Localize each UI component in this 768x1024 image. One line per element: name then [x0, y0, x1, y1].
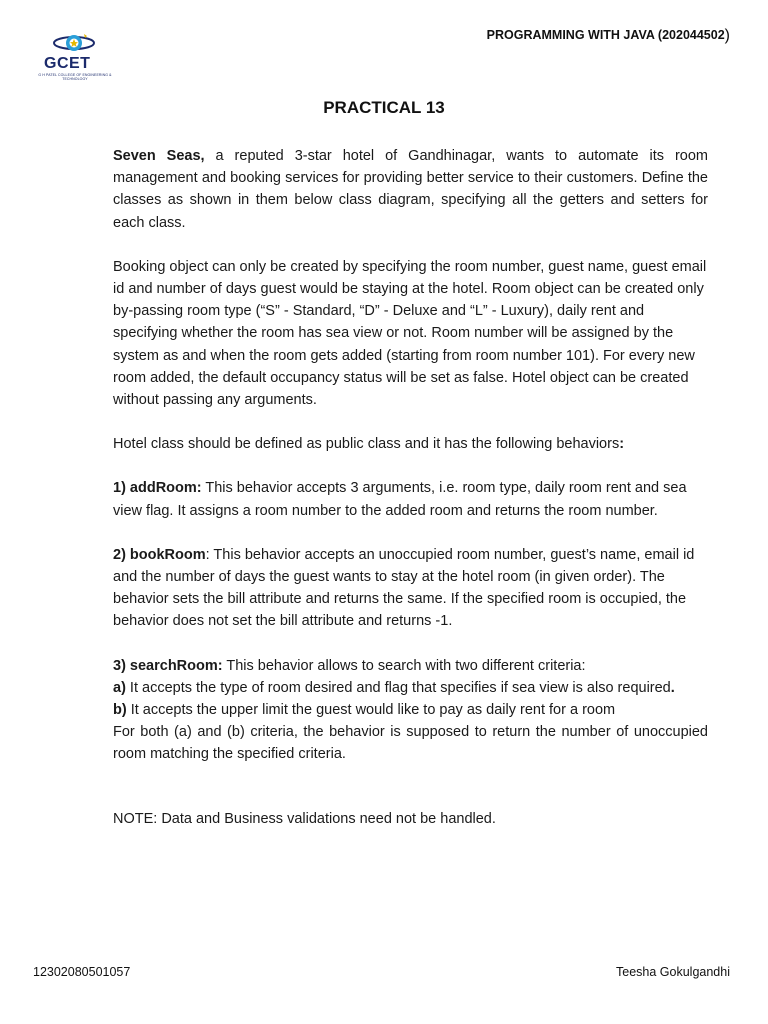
gcet-logo [38, 30, 112, 82]
criteria-a-text: It accepts the type of room desired and flag that specifies if sea view is also required [125, 679, 671, 696]
behavior-book-room-label: 2) bookRoom [113, 546, 206, 563]
logo-text: GCET [44, 55, 91, 72]
document-body [113, 145, 708, 852]
behavior-search-room [113, 655, 708, 766]
criteria-a [113, 677, 708, 699]
intro-paragraph [113, 145, 708, 234]
criteria-a-label: a) [113, 679, 126, 696]
search-room-line [113, 655, 708, 677]
intro-text: a reputed 3-star hotel of Gandhinagar, wants to automate its room management and booking services for providing better service to their customers. Define the classes as shown in them below class diagram, specifying all the getters and setters for each class. [113, 148, 708, 231]
course-title: PROGRAMMING WITH JAVA (202044502 [486, 28, 725, 42]
criteria-a-end: . [670, 679, 675, 696]
hotel-class-colon: : [619, 436, 625, 453]
criteria-b-label: b) [113, 702, 127, 719]
criteria-b-text: It accepts the upper limit the guest would like to pay as daily rent for a room [126, 702, 616, 719]
course-header [487, 27, 730, 45]
search-room-text: This behavior allows to search with two different criteria: [222, 657, 586, 674]
enrollment-number: 12302080501057 [33, 965, 131, 979]
behavior-add-room-label: 1) addRoom: [113, 480, 202, 497]
search-room-label: 3) searchRoom: [113, 657, 223, 674]
criteria-b [113, 699, 708, 721]
logo-subtext: G H PATEL COLLEGE OF ENGINEERING & TECHNOLOGY [38, 73, 112, 81]
behavior-add-room [113, 477, 708, 521]
behavior-add-room-text: This behavior accepts 3 arguments, i.e. room type, daily room rent and sea view flag. It assigns a room number to the added room and returns the room number. [113, 480, 687, 519]
booking-paragraph: Booking object can only be created by specifying the room number, guest name, guest email id and number of days guest would be staying at the hotel. Room object can be created only by-passing room type (“S” - Standard, “D” - Deluxe and “L” - Luxury), daily rent and specifying whether the room has sea view or not. Room number will be assigned by the system as and when the room gets added (starting from room number 101). For every new room added, the default occupancy status will be set as false. Hotel object can be created without passing any arguments. [113, 258, 707, 409]
course-close-paren: ) [724, 27, 730, 44]
behavior-book-room-text: : This behavior accepts an unoccupied room number, guest’s name, email id and the number of days the guest wants to stay at the hotel room (in given order). The behavior sets the bill attribute and returns the same. If the specified room is occupied, the behavior does not set the bill attribute and returns -1. [113, 546, 695, 630]
hotel-name: Seven Seas, [113, 148, 205, 164]
criteria-both: For both (a) and (b) criteria, the behavior is supposed to return the number of unoccupied room matching the specified criteria. [113, 724, 708, 763]
hotel-class-paragraph [113, 433, 708, 455]
hotel-class-text: Hotel class should be defined as public class and it has the following behaviors [113, 436, 620, 453]
page-title: PRACTICAL 13 [323, 98, 445, 117]
author-name: Teesha Gokulgandhi [616, 965, 730, 979]
behavior-book-room [113, 544, 708, 633]
note: NOTE: Data and Business validations need not be handled. [113, 810, 496, 827]
